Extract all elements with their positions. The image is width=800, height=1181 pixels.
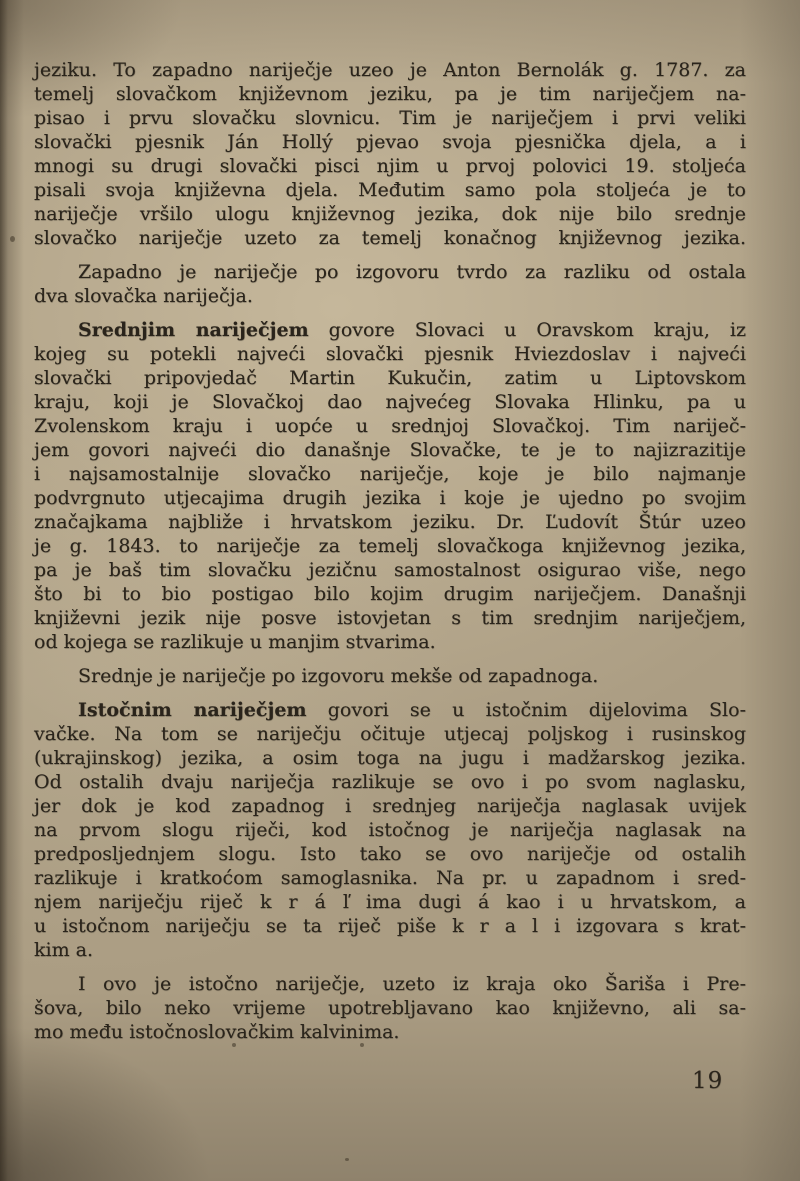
text-line: I ovo je istočno nariječje, uzeto iz kraja oko Šariša i Pre- [78, 973, 746, 995]
text-run: govori se u istočnim dijelovima Slo- [306, 699, 746, 721]
text-line: nariječje vršilo ulogu književnog jezika, dok nije bilo srednje [34, 203, 746, 225]
text-line: kraju, koji je Slovačkoj dao najvećeg Slovaka Hlinku, pa u [34, 391, 746, 413]
text-line: Zvolenskom kraju i uopće u srednjoj Slovačkoj. Tim nariječ- [34, 415, 746, 437]
paragraph [34, 664, 746, 688]
text-line: što bi to bio postigao bilo kojim drugim nariječjem. Današnji [34, 583, 746, 605]
text-line: je g. 1843. to nariječje za temelj slovačkoga književnog jezika, [34, 535, 746, 557]
text-line: slovački pjesnik Ján Hollý pjevao svoja pjesnička djela, a i [34, 131, 746, 153]
text-line: i najsamostalnije slovačko nariječje, koje je bilo najmanje [34, 463, 746, 485]
text-block [34, 58, 746, 1044]
text-line: kojeg su potekli najveći slovački pjesnik Hviezdoslav i najveći [34, 343, 746, 365]
text-line: jeziku. To zapadno nariječje uzeo je Anton Bernolák g. 1787. za [34, 59, 746, 81]
paragraph [34, 260, 746, 308]
text-line: jem govori najveći dio današnje Slovačke, te je to najizrazitije [34, 439, 746, 461]
bold-lead: Srednjim nariječjem [78, 319, 309, 341]
paper-speck [345, 1158, 349, 1161]
text-line: od kojega se razlikuje u manjim stvarima. [34, 631, 436, 653]
text-line: u istočnom nariječju se ta riječ piše k r a l i izgovara s krat- [34, 915, 746, 937]
text-line: slovački pripovjedač Martin Kukučin, zatim u Liptovskom [34, 367, 746, 389]
text-line: dva slovačka nariječja. [34, 285, 253, 307]
text-line: mnogi su drugi slovački pisci njim u prvoj polovici 19. stoljeća [34, 155, 746, 177]
text-line: pisali svoja književna djela. Međutim samo pola stoljeća je to [34, 179, 746, 201]
text-line: pisao i prvu slovačku slovnicu. Tim je nariječjem i prvi veliki [34, 107, 746, 129]
paragraph [34, 58, 746, 250]
paper-speck [10, 236, 15, 242]
text-line: jer dok je kod zapadnog i srednjeg nariječja naglasak uvijek [34, 795, 746, 817]
text-line: kim a. [34, 939, 94, 961]
text-line: Zapadno je nariječje po izgovoru tvrdo za razliku od ostala [78, 261, 746, 283]
text-line [34, 698, 746, 722]
text-line: (ukrajinskog) jezika, a osim toga na jugu i madžarskog jezika. [34, 747, 746, 769]
bold-lead: Istočnim nariječjem [78, 699, 307, 721]
text-line: šova, bilo neko vrijeme upotrebljavano kao književno, ali sa- [34, 997, 746, 1019]
text-line: Od ostalih dvaju nariječja razlikuje se ovo i po svom naglasku, [34, 771, 746, 793]
text-run: govore Slovaci u Oravskom kraju, iz [308, 319, 746, 341]
text-line: predposljednjem slogu. Isto tako se ovo nariječje od ostalih [34, 843, 746, 865]
paragraph [34, 698, 746, 962]
paragraph [34, 972, 746, 1044]
text-line: razlikuje i kratkoćom samoglasnika. Na pr. u zapadnom i sred- [34, 867, 746, 889]
text-line: podvrgnuto utjecajima drugih jezika i koje je ujedno po svojim [34, 487, 746, 509]
text-line: značajkama najbliže i hrvatskom jeziku. Dr. Ľudovít Štúr uzeo [34, 511, 746, 533]
text-line [34, 318, 746, 342]
text-line: književni jezik nije posve istovjetan s tim srednjim nariječjem, [34, 607, 746, 629]
text-line: vačke. Na tom se nariječju očituje utjecaj poljskog i rusinskog [34, 723, 746, 745]
text-line: slovačko nariječje uzeto za temelj konačnog književnog jezika. [34, 227, 746, 249]
paragraph [34, 318, 746, 654]
text-line: na prvom slogu riječi, kod istočnog je nariječja naglasak na [34, 819, 746, 841]
text-line: temelj slovačkom književnom jeziku, pa je tim nariječjem na- [34, 83, 746, 105]
text-line: pa je baš tim slovačku jezičnu samostalnost osigurao više, nego [34, 559, 746, 581]
text-line: Srednje je nariječje po izgovoru mekše od zapadnoga. [78, 665, 599, 687]
text-line: mo među istočnoslovačkim kalvinima. [34, 1021, 400, 1043]
page-number: 19 [692, 1068, 724, 1094]
text-line: njem nariječju riječ k r á ľ ima dugi á kao i u hrvatskom, a [34, 891, 746, 913]
